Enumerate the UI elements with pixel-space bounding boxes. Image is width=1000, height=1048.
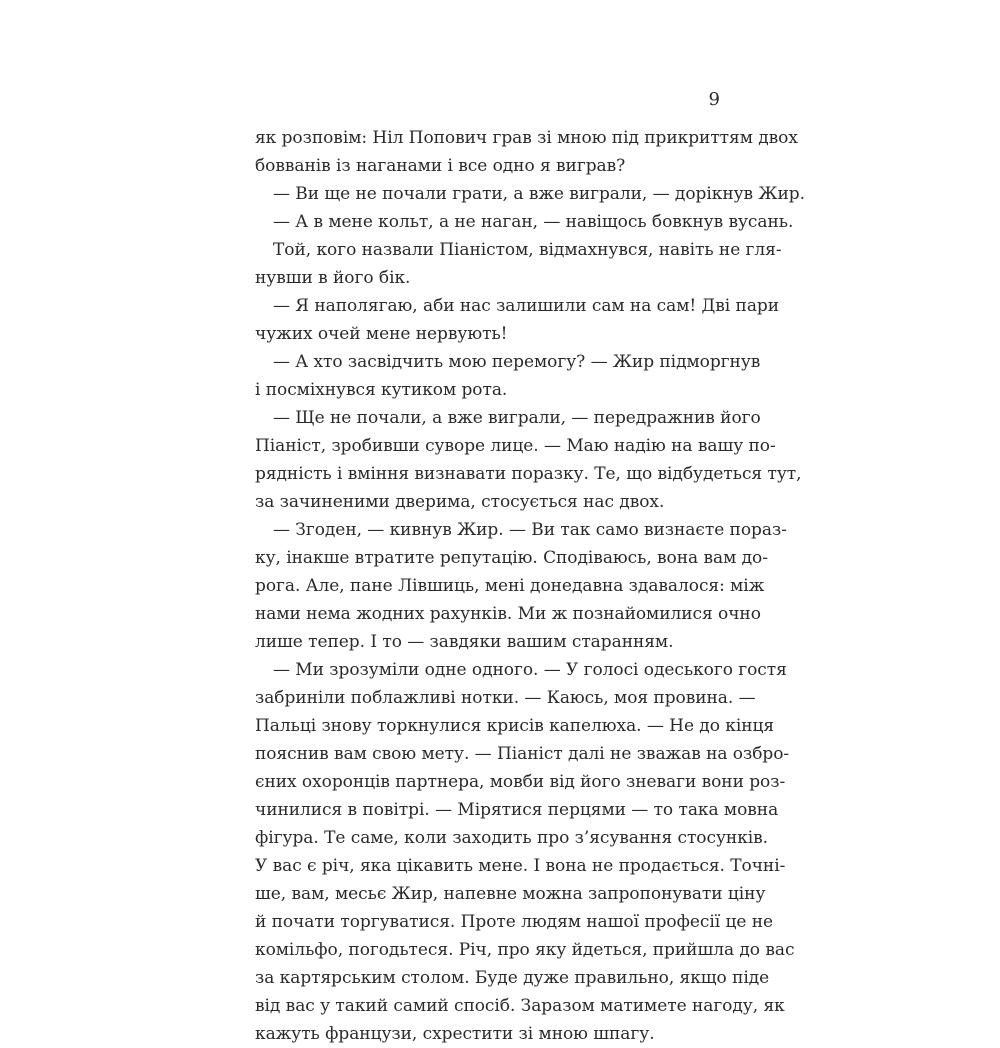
text-line: ше, вам, месьє Жир, напевне можна запропонувати ціну xyxy=(255,884,766,904)
text-line: й почати торгуватися. Проте людям нашої професії це не xyxy=(255,912,774,932)
text-line: кажуть французи, схрестити зі мною шпагу. xyxy=(255,1024,655,1044)
text-line: і посміхнувся кутиком рота. xyxy=(255,380,508,400)
text-line: комільфо, погодьтеся. Річ, про яку йдеться, прийшла до вас xyxy=(255,940,795,960)
text-line: за зачиненими дверима, стосується нас двох. xyxy=(255,492,665,512)
text-line: чинилися в повітрі. — Мірятися перцями — то така мовна xyxy=(255,800,779,820)
text-line: Той, кого назвали Піаністом, відмахнувся, навіть не гля- xyxy=(273,240,782,260)
text-line: забриніли поблажливі нотки. — Каюсь, моя провина. — xyxy=(255,688,756,708)
text-line: — Ви ще не почали грати, а вже виграли, — дорікнув Жир. xyxy=(273,184,805,204)
text-line: — Згоден, — кивнув Жир. — Ви так само визнаєте пораз- xyxy=(273,520,787,540)
text-line: рога. Але, пане Лівшиць, мені донедавна здавалося: між xyxy=(255,576,765,596)
text-line: бовванів із наганами і все одно я виграв? xyxy=(255,156,626,176)
text-line: єних охоронців партнера, мовби від його зневаги вони роз- xyxy=(255,772,786,792)
text-line: фігура. Те саме, коли заходить про з’ясування стосунків. xyxy=(255,828,769,848)
text-line: Пальці знову торкнулися крисів капелюха. — Не до кінця xyxy=(255,716,775,736)
text-line: за картярським столом. Буде дуже правильно, якщо піде xyxy=(255,968,770,988)
text-line: від вас у такий самий спосіб. Заразом матимете нагоду, як xyxy=(255,996,785,1016)
text-line: як розповім: Ніл Попович грав зі мною під прикриттям двох xyxy=(255,128,798,148)
text-line: лише тепер. І то — завдяки вашим старанням. xyxy=(255,632,674,652)
page-number: 9 xyxy=(708,89,720,110)
text-line: У вас є річ, яка цікавить мене. І вона не продається. Точні- xyxy=(255,856,786,876)
body-text xyxy=(255,124,805,1048)
text-line: ку, інакше втратите репутацію. Сподіваюсь, вона вам до- xyxy=(255,548,768,568)
text-line: нами нема жодних рахунків. Ми ж познайомилися очно xyxy=(255,604,761,624)
text-line: пояснив вам свою мету. — Піаніст далі не зважав на озбро- xyxy=(255,744,790,764)
text-line: — Я наполягаю, аби нас залишили сам на сам! Дві пари xyxy=(273,296,780,316)
text-line: Піаніст, зробивши суворе лице. — Маю надію на вашу по- xyxy=(255,436,776,456)
text-line: — Ми зрозуміли одне одного. — У голосі одеського гостя xyxy=(273,660,787,680)
text-line: нувши в його бік. xyxy=(255,268,411,288)
text-line: чужих очей мене нервують! xyxy=(255,324,508,344)
text-line: — А в мене кольт, а не наган, — навіщось бовкнув вусань. xyxy=(273,212,794,232)
text-line: рядність і вміння визнавати поразку. Те, що відбудеться тут, xyxy=(255,464,802,484)
text-line: — Ще не почали, а вже виграли, — передражнив його xyxy=(273,408,761,428)
text-line: — А хто засвідчить мою перемогу? — Жир підморгнув xyxy=(273,352,761,372)
